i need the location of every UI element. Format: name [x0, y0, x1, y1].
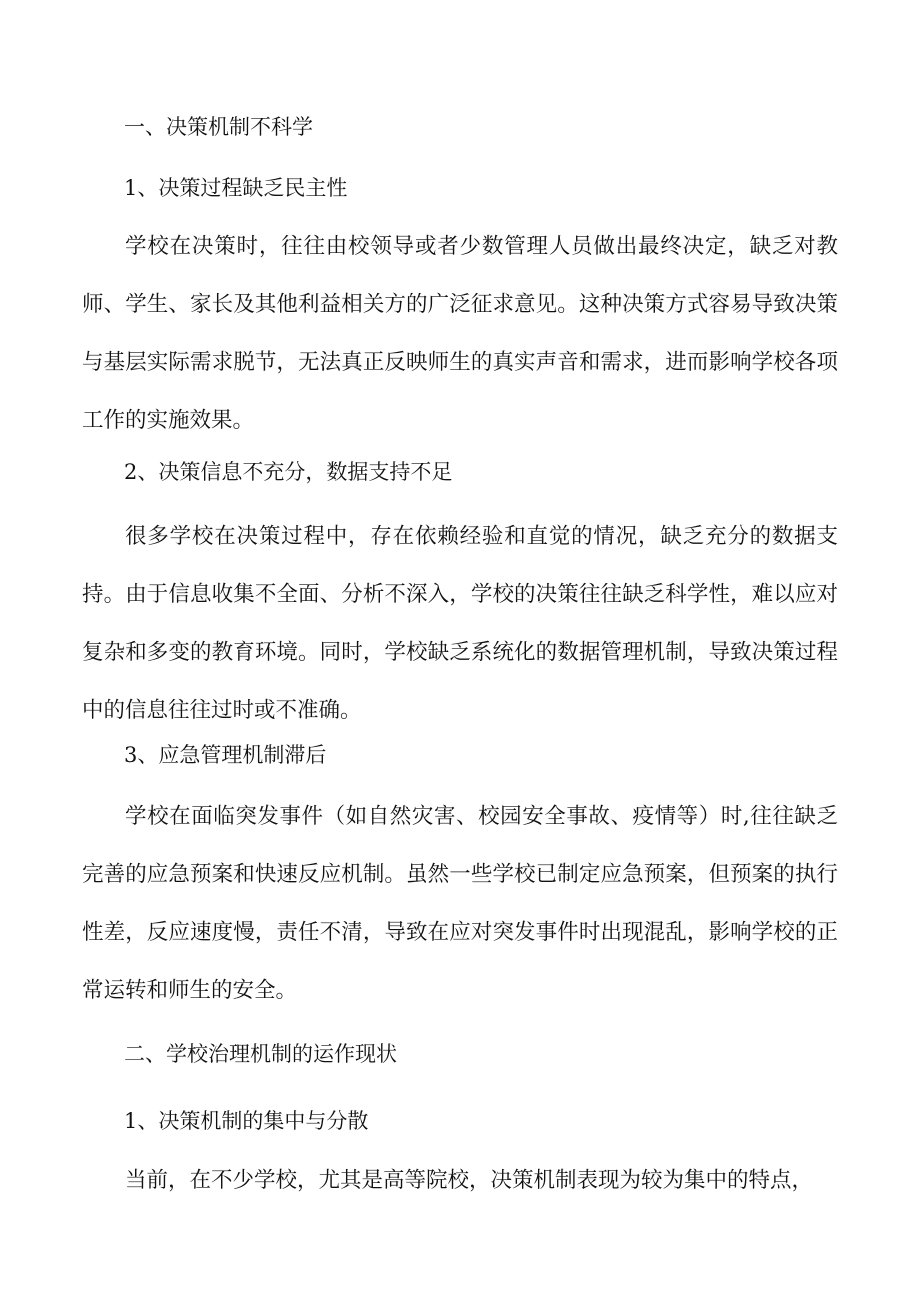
section-heading-1: 一、决策机制不科学	[124, 115, 313, 139]
subheading-1-2: 2、决策信息不充分，数据支持不足	[124, 460, 453, 484]
paragraph-1-2: 很多学校在决策过程中，存在依赖经验和直觉的情况，缺乏充分的数据支持。由于信息收集不全面、分析不深入，学校的决策往往缺乏科学性，难以应对复杂和多变的教育环境。同时，学校缺乏系统化的数据管理机制，导致决策过程中的信息往往过时或不准确。	[82, 524, 838, 723]
paragraph-1-3: 学校在面临突发事件（如自然灾害、校园安全事故、疫情等）时,往往缺乏完善的应急预案和快速反应机制。虽然一些学校已制定应急预案，但预案的执行性差，反应速度慢，责任不清，导致在应对突发事件时出现混乱，影响学校的正常运转和师生的安全。	[82, 804, 838, 1003]
subheading-1-3: 3、应急管理机制滞后	[124, 743, 327, 767]
subheading-1-1: 1、决策过程缺乏民主性	[124, 176, 348, 200]
subheading-2-1: 1、决策机制的集中与分散	[124, 1109, 369, 1133]
paragraph-1-1: 学校在决策时，往往由校领导或者少数管理人员做出最终决定，缺乏对教师、学生、家长及其他利益相关方的广泛征求意见。这种决策方式容易导致决策与基层实际需求脱节，无法真正反映师生的真实声音和需求，进而影响学校各项工作的实施效果。	[82, 234, 838, 433]
paragraph-2-1: 当前，在不少学校，尤其是高等院校，决策机制表现为较为集中的特点，	[125, 1168, 814, 1193]
section-heading-2: 二、学校治理机制的运作现状	[124, 1042, 397, 1066]
